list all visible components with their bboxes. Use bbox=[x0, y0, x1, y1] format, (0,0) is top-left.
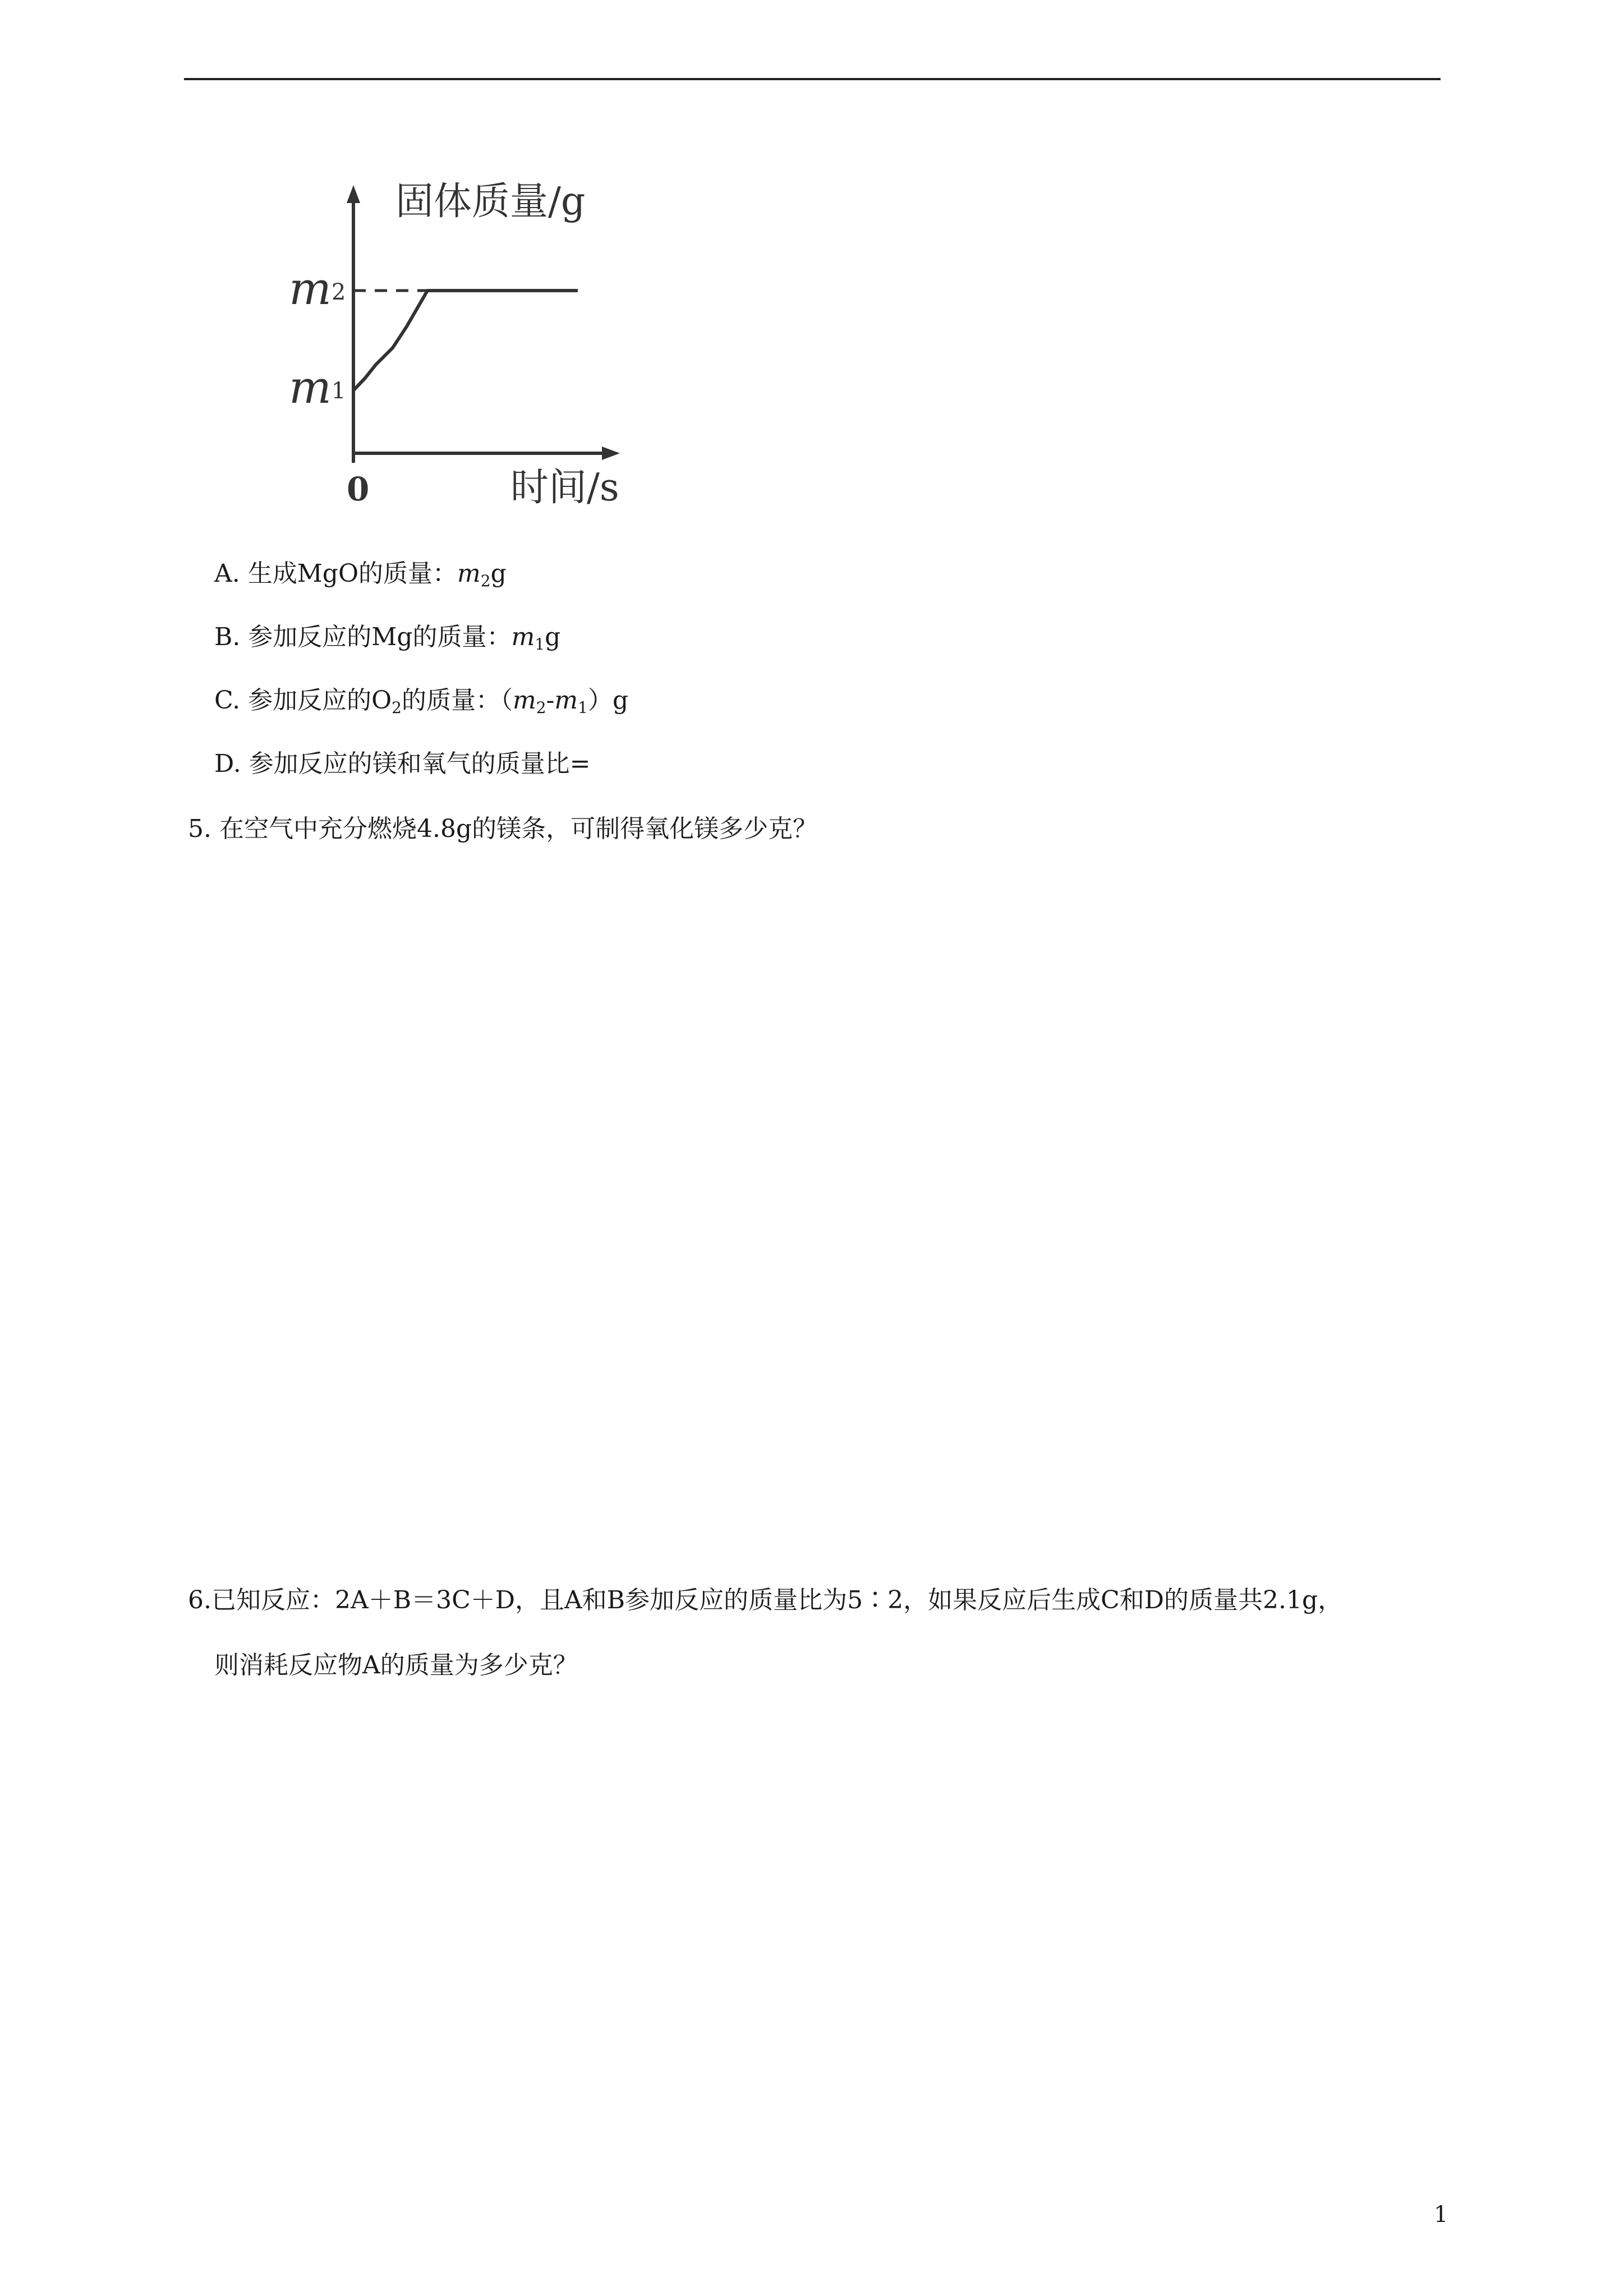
mass-time-graph bbox=[280, 168, 640, 522]
y-axis-label: 固体质量/g bbox=[395, 180, 586, 224]
header-rule bbox=[184, 78, 1441, 80]
option-d: D. 参加反应的镁和氧气的质量比= bbox=[214, 749, 591, 778]
y-axis-arrow bbox=[347, 185, 360, 203]
option-a: A. 生成MgO的质量：$m_2g$ bbox=[214, 559, 507, 590]
option-b: B. 参加反应的Mg的质量：$m_1g$ bbox=[214, 623, 561, 654]
origin-label: 0 bbox=[347, 470, 370, 508]
page-number: 1 bbox=[1434, 2202, 1448, 2228]
question-5: 5. 在空气中充分燃烧4.8g的镁条，可制得氧化镁多少克？ bbox=[188, 815, 818, 843]
question-6-line-1: 6.已知反应：2A＋B＝3C＋D，且A和B参加反应的质量比为5∶2，如果反应后生成C和D的质量共2.1g， bbox=[188, 1586, 1343, 1614]
m1-tick-label: m1 bbox=[289, 361, 346, 413]
x-axis-label: 时间/s bbox=[510, 466, 619, 510]
x-axis-arrow bbox=[602, 447, 620, 460]
mass-curve bbox=[353, 291, 578, 390]
m2-tick-label: m2 bbox=[289, 263, 346, 315]
question-6-line-2: 则消耗反应物A的质量为多少克？ bbox=[214, 1651, 578, 1680]
option-c: C. 参加反应的$O_2$的质量：$(m_2-m_1)g$ bbox=[214, 686, 629, 717]
